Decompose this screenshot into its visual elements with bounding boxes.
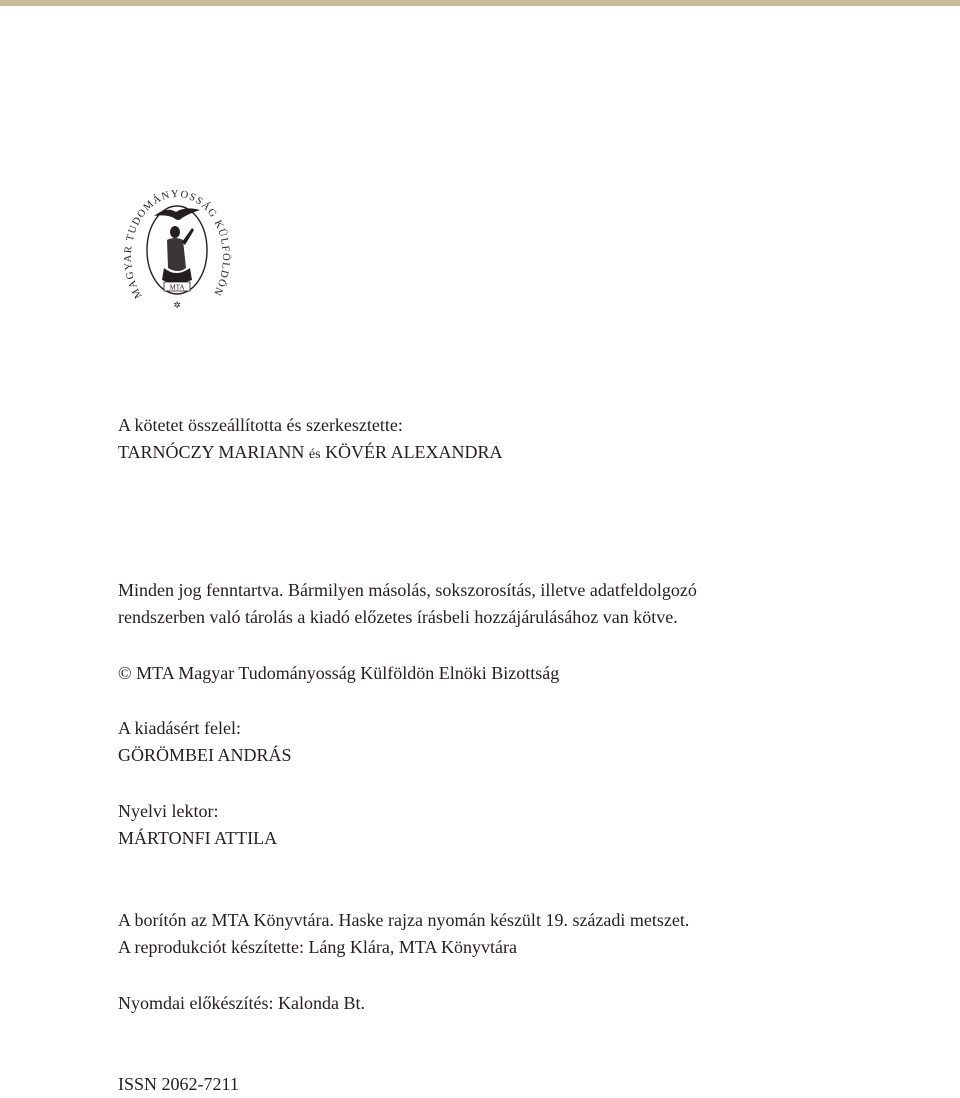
copyright-notice [118,660,559,687]
lector-block [118,798,277,852]
publisher-name: GÖRÖMBEI ANDRÁS [118,745,292,765]
publisher-block [118,715,292,769]
editor-name-2: KÖVÉR ALEXANDRA [325,442,503,462]
cover-line-1: A borítón az MTA Könyvtára. Haske rajza nyomán készült 19. századi metszet. [118,910,690,930]
publisher-label: A kiadásért felel: [118,718,241,738]
editor-name-1: TARNÓCZY MARIANN [118,442,305,462]
rights-notice [118,577,697,631]
lector-name: MÁRTONFI ATTILA [118,828,278,848]
emblem-badge-text: MTA [169,283,185,292]
rights-line-2: rendszerben való tárolás a kiadó előzetes írásbeli hozzájárulásához van kötve. [118,607,678,627]
eagle-and-figure-emblem-icon [112,168,242,318]
cover-line-2: A reprodukciót készítette: Láng Klára, MTA Könyvtára [118,937,517,957]
prepress-credit [118,990,365,1017]
lector-label: Nyelvi lektor: [118,801,219,821]
editors-names [118,439,503,468]
editors-label: A kötetet összeállította és szerkesztette: [118,415,403,435]
svg-text:✲: ✲ [173,301,181,311]
rights-line-1: Minden jog fenntartva. Bármilyen másolás, sokszorosítás, illetve adatfeldolgozó [118,580,697,600]
cover-credits [118,907,689,961]
copyright-line: © MTA Magyar Tudományosság Külföldön Elnöki Bizottság [118,663,560,683]
issn-line: ISSN 2062-7211 [118,1074,239,1094]
editors-conjunction: és [308,447,321,462]
mta-emblem-logo [112,168,242,318]
prepress-line: Nyomdai előkészítés: Kalonda Bt. [118,993,365,1013]
editors-block [118,412,503,468]
top-border-rule [0,0,960,6]
emblem-ring-text: MAGYAR TUDOMÁNYOSSÁG KÜLFÖLDÖN [122,188,232,301]
